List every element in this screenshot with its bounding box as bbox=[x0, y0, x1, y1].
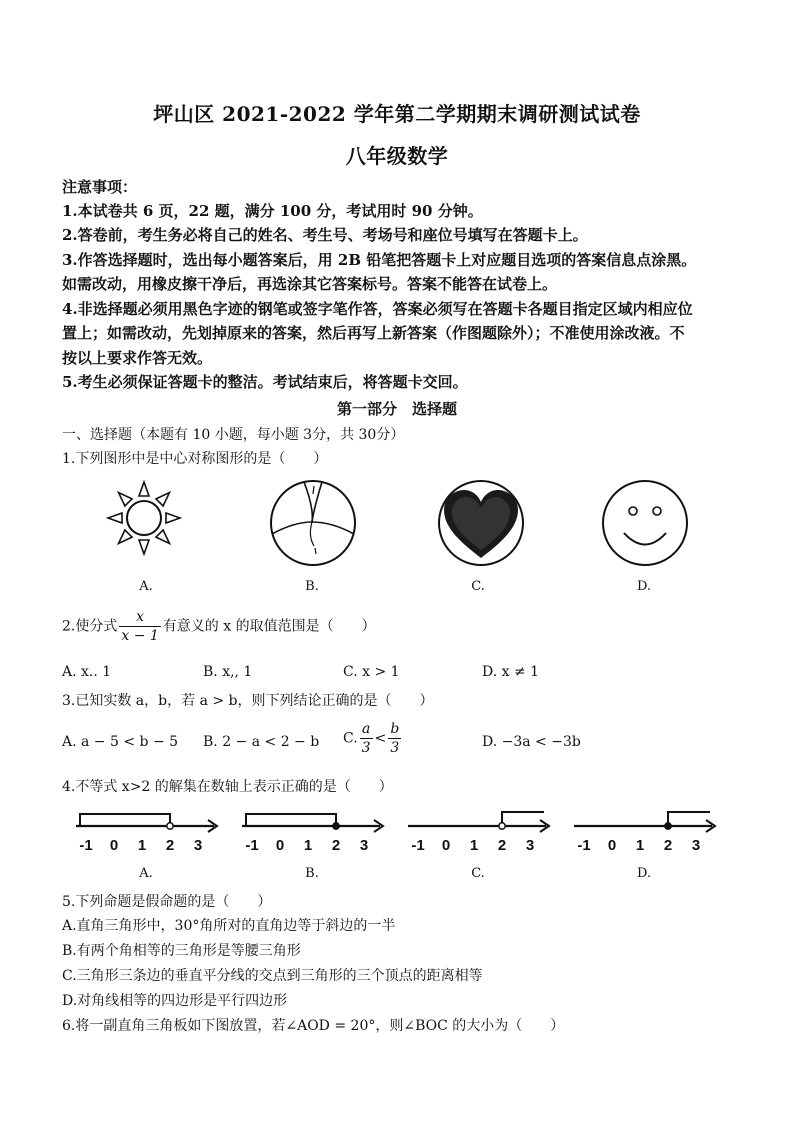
endpoint-marker bbox=[499, 823, 505, 829]
endpoint-marker bbox=[665, 823, 671, 829]
q4-label-d: D. bbox=[636, 866, 652, 881]
q1-label-a: A. bbox=[139, 579, 153, 594]
tick-label: 0 bbox=[607, 837, 617, 854]
question-1-stem: 1.下列图形中是中心对称图形的是（ ） bbox=[62, 451, 328, 467]
endpoint-marker bbox=[333, 823, 339, 829]
sun-ray bbox=[139, 482, 149, 496]
q4-label-a: A. bbox=[139, 866, 153, 881]
tick-label: 3 bbox=[193, 837, 203, 854]
question-6-stem: 6.将一副直角三角板如下图放置，若∠AOD = 20°，则∠BOC 的大小为（ ） bbox=[62, 1018, 565, 1034]
sun-ray bbox=[139, 540, 149, 554]
question-2-stem bbox=[62, 610, 376, 643]
tick-label: 3 bbox=[525, 837, 535, 854]
q1-label-d: D. bbox=[636, 579, 652, 594]
q3-option-d: D. −3a < −3b bbox=[482, 734, 581, 750]
sun-ray bbox=[156, 493, 169, 506]
tick-label: -1 bbox=[79, 837, 93, 854]
tick-label: 1 bbox=[469, 837, 479, 854]
sun-ray bbox=[156, 530, 169, 543]
sun-ray bbox=[119, 493, 132, 506]
solution-region bbox=[80, 814, 170, 826]
q3-lt: < bbox=[374, 730, 387, 747]
part-title: 第一部分 选择题 bbox=[336, 400, 457, 418]
q2-option-b: B. x,, 1 bbox=[203, 664, 253, 680]
tick-label: 1 bbox=[137, 837, 147, 854]
tick-label: 2 bbox=[497, 837, 507, 854]
q3-option-b: B. 2 − a < 2 − b bbox=[203, 734, 320, 750]
solution-region bbox=[668, 812, 710, 823]
number-line-figure bbox=[72, 802, 222, 854]
exam-title: 坪山区 2021-2022 学年第二学期期末调研测试试卷 bbox=[153, 102, 641, 126]
notice-line: 5.考生必须保证答题卡的整洁。考试结束后，将答题卡交回。 bbox=[62, 373, 468, 391]
q3-frac-a-num: a bbox=[360, 722, 373, 739]
q3-frac-b-den: 3 bbox=[390, 740, 400, 756]
question-4-stem: 4.不等式 x>2 的解集在数轴上表示正确的是（ ） bbox=[62, 779, 393, 795]
number-line-figure bbox=[404, 802, 554, 854]
tick-label: 1 bbox=[635, 837, 645, 854]
sun-ray bbox=[119, 530, 132, 543]
q2-prefix: 2.使分式 bbox=[62, 618, 118, 635]
q2-option-c: C. x > 1 bbox=[343, 664, 400, 680]
solution-region bbox=[502, 812, 544, 823]
question-3-stem: 3.已知实数 a，b，若 a > b，则下列结论正确的是（ ） bbox=[62, 693, 434, 709]
section-heading: 一、选择题（本题有 10 小题，每小题 3分，共 30分） bbox=[62, 427, 405, 443]
q3-frac-a bbox=[360, 722, 373, 755]
q3-option-c bbox=[343, 722, 403, 755]
q1-label-b: B. bbox=[305, 579, 319, 594]
q1-label-c: C. bbox=[471, 579, 485, 594]
q3-frac-a-den: 3 bbox=[361, 740, 371, 756]
notice-line: 置上；如需改动，先划掉原来的答案，然后再写上新答案（作图题除外）；不准使用涂改液。不 bbox=[62, 324, 685, 342]
notice-line: 3.作答选择题时，选出每小题答案后，用 2B 铅笔把答题卡上对应题目选项的答案信息点涂黑。 bbox=[62, 251, 697, 269]
q5-option-b: B.有两个角相等的三角形是等腰三角形 bbox=[62, 943, 301, 959]
notice-line: 按以上要求作答无效。 bbox=[62, 349, 213, 367]
notice-line: 2.答卷前，考生务必将自己的姓名、考生号、考场号和座位号填写在答题卡上。 bbox=[62, 226, 588, 244]
notice-heading: 注意事项： bbox=[62, 178, 138, 196]
q2-option-a: A. x.. 1 bbox=[62, 664, 112, 680]
circle-with-curves-figure bbox=[268, 478, 358, 568]
tick-label: 0 bbox=[275, 837, 285, 854]
tick-label: 3 bbox=[359, 837, 369, 854]
exam-subtitle: 八年级数学 bbox=[345, 144, 449, 168]
q3-frac-b-num: b bbox=[390, 721, 400, 737]
tick-label: -1 bbox=[411, 837, 425, 854]
q5-option-d: D.对角线相等的四边形是平行四边形 bbox=[62, 993, 288, 1009]
sun-ray bbox=[108, 513, 122, 523]
sun-icon bbox=[104, 478, 184, 558]
q4-label-c: C. bbox=[471, 866, 485, 881]
number-line-figure bbox=[570, 802, 720, 854]
number-line-figure bbox=[238, 802, 388, 854]
heart-in-circle-figure bbox=[436, 478, 526, 568]
q2-suffix: 有意义的 x 的取值范围是（ ） bbox=[162, 618, 376, 635]
solution-region bbox=[246, 814, 336, 826]
q4-label-b: B. bbox=[305, 866, 319, 881]
notice-line: 1.本试卷共 6 页，22 题，满分 100 分，考试用时 90 分钟。 bbox=[62, 202, 483, 220]
tick-label: 1 bbox=[303, 837, 313, 854]
tick-label: -1 bbox=[245, 837, 259, 854]
tick-label: 0 bbox=[441, 837, 451, 854]
q5-option-c: C.三角形三条边的垂直平分线的交点到三角形的三个顶点的距离相等 bbox=[62, 968, 483, 984]
smiley-face-icon bbox=[600, 478, 690, 568]
tick-label: 0 bbox=[109, 837, 119, 854]
q5-option-a: A.直角三角形中，30°角所对的直角边等于斜边的一半 bbox=[62, 918, 396, 934]
q2-fraction bbox=[119, 610, 160, 643]
q3-option-c-prefix: C. bbox=[343, 730, 358, 747]
tick-label: 2 bbox=[165, 837, 175, 854]
notice-line: 4.非选择题必须用黑色字迹的钢笔或签字笔作答，答案必须写在答题卡各题目指定区域内相应位 bbox=[62, 300, 693, 318]
tick-label: 3 bbox=[691, 837, 701, 854]
q3-option-a: A. a − 5 < b − 5 bbox=[62, 734, 179, 750]
tick-label: 2 bbox=[663, 837, 673, 854]
question-5-stem: 5.下列命题是假命题的是（ ） bbox=[62, 894, 272, 910]
tick-label: 2 bbox=[331, 837, 341, 854]
q3-frac-b bbox=[388, 722, 401, 755]
sun-ray bbox=[166, 513, 180, 523]
tick-label: -1 bbox=[577, 837, 591, 854]
q2-option-d: D. x ≠ 1 bbox=[482, 664, 540, 680]
notice-line: 如需改动，用橡皮擦干净后，再选涂其它答案标号。答案不能答在试卷上。 bbox=[62, 275, 558, 293]
endpoint-marker bbox=[167, 823, 173, 829]
q2-frac-num: x bbox=[119, 610, 160, 627]
q2-frac-den: x − 1 bbox=[121, 628, 159, 644]
